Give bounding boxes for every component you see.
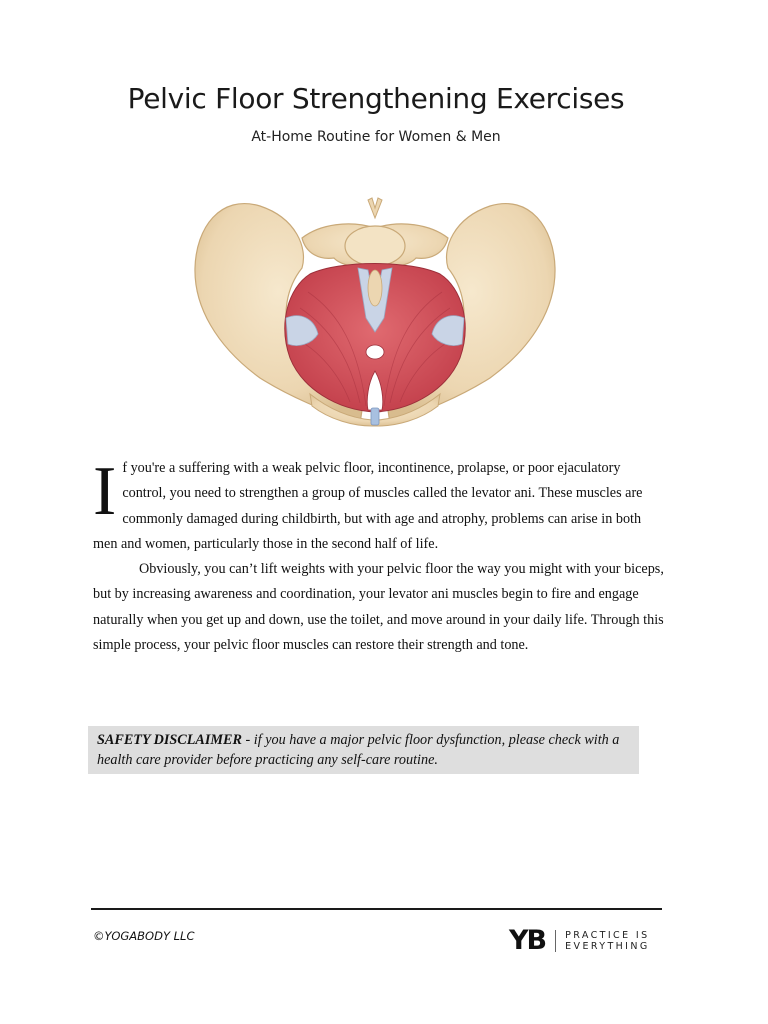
safety-disclaimer-box: [88, 726, 639, 774]
pelvic-floor-illustration: [190, 188, 560, 428]
pubic-symphysis: [371, 408, 379, 425]
disclaimer-text: - if you have a major pelvic floor dysfunction, please check with a health care provider before practicing any self-care routine.: [97, 732, 620, 768]
paragraph-1-text: f you're a suffering with a weak pelvic floor, incontinence, prolapse, or poor ejaculatory control, you need to strengthen a group of muscles called the levator ani. These muscles are commonly damaged during childbirth, but with age and atrophy, problems can arise in both men and women, particularly those in the second half of life.: [93, 460, 643, 552]
logo-mark: YB: [509, 925, 546, 956]
copyright-text: ©YOGABODY LLC: [93, 929, 195, 943]
yogabody-logo: [509, 926, 665, 956]
spinous-process: [368, 198, 382, 218]
tagline-line-1: PRACTICE IS: [565, 930, 650, 941]
tagline-line-2: EVERYTHING: [565, 941, 650, 952]
logo-separator: [555, 930, 556, 952]
page-subtitle: At-Home Routine for Women & Men: [251, 129, 501, 145]
intro-text: [93, 453, 665, 658]
intro-paragraph-2: Obviously, you can’t lift weights with your pelvic floor the way you might with your biceps, but by increasing awareness and coordination, your levator ani muscles begin to fire and engage naturally when you get up and down, use the toilet, and move around in your daily life. Through this simple process, your pelvic floor muscles can restore their strength and tone.: [93, 561, 664, 654]
disclaimer-label: SAFETY DISCLAIMER: [97, 732, 242, 748]
anal-opening: [366, 345, 384, 359]
page-title: Pelvic Floor Strengthening Exercises: [127, 82, 625, 115]
drop-cap: I: [93, 453, 117, 530]
coccyx: [368, 270, 382, 306]
footer-divider: [91, 908, 662, 910]
intro-paragraph-1: [93, 453, 665, 557]
logo-tagline: [565, 930, 665, 952]
vertebra-body: [345, 226, 405, 266]
